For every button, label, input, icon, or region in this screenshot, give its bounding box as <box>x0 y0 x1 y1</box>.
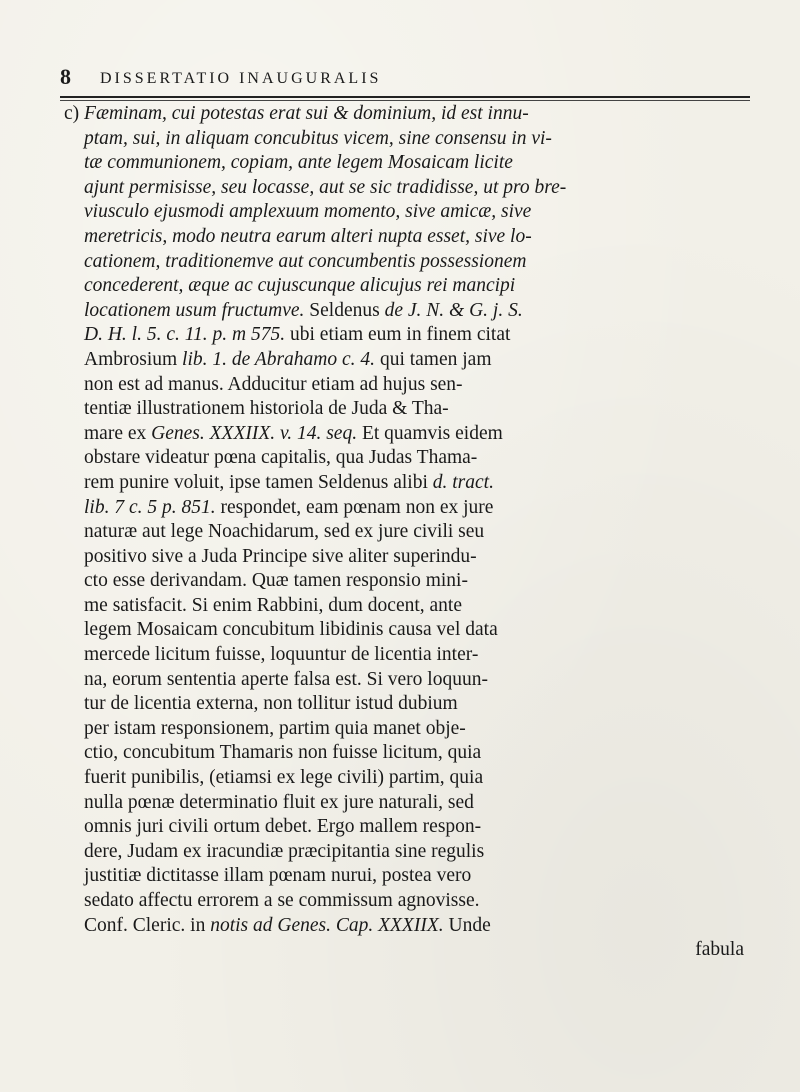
text-line <box>64 569 758 594</box>
text-line <box>64 791 758 816</box>
text-run: fuerit punibilis, (etiamsi ex lege civili) partim, quia <box>84 767 484 789</box>
running-head <box>60 64 750 98</box>
text-line <box>64 914 758 939</box>
text-line <box>64 471 758 496</box>
text-line <box>64 643 758 668</box>
text-run: naturæ aut lege Noachidarum, sed ex jure civili seu <box>84 521 485 543</box>
text-line <box>64 446 758 471</box>
text-run: rem punire voluit, ipse tamen Seldenus alibi <box>84 471 433 493</box>
text-line <box>64 127 758 152</box>
text-line <box>64 520 758 545</box>
text-line <box>64 864 758 889</box>
running-head-title: DISSERTATIO INAUGURALIS <box>100 70 382 87</box>
text-line <box>64 717 758 742</box>
text-line <box>64 496 758 521</box>
text-line <box>64 348 758 373</box>
text-line <box>64 594 758 619</box>
text-run: me satisfacit. Si enim Rabbini, dum docent, ante <box>84 594 463 616</box>
catchword: fabula <box>695 939 744 961</box>
text-run: de J. N. & G. j. S. <box>384 299 523 321</box>
text-run: ubi etiam eum in finem citat <box>285 324 511 346</box>
text-run: meretricis, modo neutra earum alteri nupta esset, sive lo- <box>84 225 532 247</box>
text-run: Genes. XXXIIX. v. 14. seq. <box>151 422 358 444</box>
text-run: c) <box>64 103 85 124</box>
text-run: tæ communionem, copiam, ante legem Mosaicam licite <box>84 152 513 174</box>
text-run: per istam responsionem, partim quia manet obje- <box>84 717 466 739</box>
text-run: sedato affectu errorem a se commissum agnovisse. <box>84 890 480 911</box>
text-run: mercede licitum fuisse, loquuntur de licentia inter- <box>84 644 479 666</box>
text-run: Unde <box>443 914 491 936</box>
text-run: ctio, concubitum Thamaris non fuisse licitum, quia <box>84 742 482 764</box>
text-run: Conf. Cleric. in <box>84 914 211 936</box>
text-line <box>64 274 758 299</box>
text-line <box>64 225 758 250</box>
text-run: notis ad Genes. Cap. XXXIIX. <box>210 914 444 936</box>
footnote-text <box>64 102 758 963</box>
text-line <box>64 815 758 840</box>
text-run: tentiæ illustrationem historiola de Juda & Tha- <box>84 398 449 420</box>
text-run: legem Mosaicam concubitum libidinis causa vel data <box>84 619 498 641</box>
text-run: concederent, æque ac cujuscunque alicujus rei mancipi <box>84 275 516 297</box>
text-run: viusculo ejusmodi amplexuum momento, sive amicæ, sive <box>84 201 532 223</box>
text-line <box>64 299 758 324</box>
text-run: Et quamvis eidem <box>357 422 503 444</box>
text-line <box>64 840 758 865</box>
text-run: omnis juri civili ortum debet. Ergo mallem respon- <box>84 816 482 838</box>
text-run: nulla pœnæ determinatio fluit ex jure naturali, sed <box>84 791 474 813</box>
text-run: positivo sive a Juda Principe sive aliter superindu- <box>84 545 477 567</box>
text-run: dere, Judam ex iracundiæ præcipitantia sine regulis <box>84 840 485 862</box>
text-run: Seldenus <box>304 299 385 321</box>
text-line <box>64 422 758 447</box>
text-run: d. tract. <box>432 471 494 493</box>
text-run: Fæminam, cui potestas erat sui & dominium, id est innu- <box>84 103 529 124</box>
text-run: tur de licentia externa, non tollitur istud dubium <box>84 693 458 715</box>
text-run: na, eorum sententia aperte falsa est. Si vero loquun- <box>84 668 488 690</box>
text-run: non est ad manus. Adducitur etiam ad hujus sen- <box>84 373 463 395</box>
text-line <box>64 766 758 791</box>
text-run: respondet, eam pœnam non ex jure <box>215 496 494 518</box>
text-line <box>64 692 758 717</box>
text-run: qui tamen jam <box>375 348 492 370</box>
text-run: lib. 1. de Abrahamo c. 4. <box>182 348 376 370</box>
page-number: 8 <box>60 64 71 89</box>
text-run: cationem, traditionemve aut concumbentis possessionem <box>84 250 527 272</box>
text-run: locationem usum fructumve. <box>84 299 305 321</box>
text-run: justitiæ dictitasse illam pœnam nurui, postea vero <box>84 865 472 887</box>
text-run: Ambrosium <box>84 348 183 370</box>
text-line <box>64 741 758 766</box>
text-run: obstare videatur pœna capitalis, qua Judas Thama- <box>84 447 478 469</box>
header-rule <box>60 96 750 101</box>
text-line <box>64 176 758 201</box>
text-run: D. H. l. 5. c. 11. p. m 575. <box>84 324 286 346</box>
text-line <box>64 200 758 225</box>
text-run: mare ex <box>84 422 152 444</box>
text-line <box>64 250 758 275</box>
text-run: ptam, sui, in aliquam concubitus vicem, sine consensu in vi- <box>84 127 552 149</box>
text-line <box>64 151 758 176</box>
text-run: cto esse derivandam. Quæ tamen responsio mini- <box>84 570 468 592</box>
text-run: ajunt permisisse, seu locasse, aut se sic tradidisse, ut pro bre- <box>84 176 567 198</box>
text-run: lib. 7 c. 5 p. 851. <box>84 496 216 518</box>
text-line <box>64 618 758 643</box>
text-line <box>64 323 758 348</box>
text-line <box>64 373 758 398</box>
text-line <box>64 668 758 693</box>
text-line <box>64 889 758 914</box>
text-line <box>64 102 758 127</box>
text-line <box>64 397 758 422</box>
text-line <box>64 545 758 570</box>
